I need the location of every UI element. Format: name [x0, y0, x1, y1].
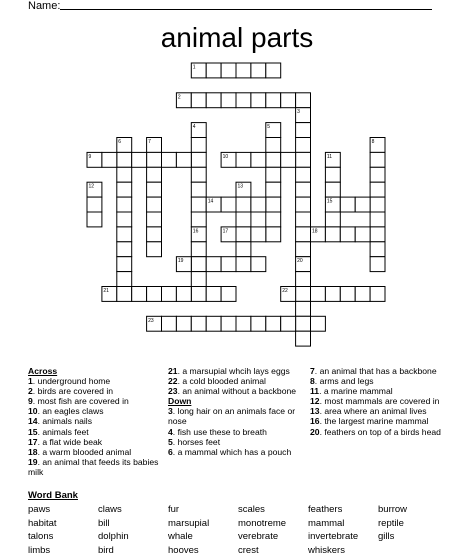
grid-cell[interactable]	[296, 331, 311, 346]
word-bank-word: gills	[378, 531, 448, 545]
clue-text: a marine mammal	[324, 386, 393, 396]
word-bank-word: verebrate	[238, 531, 308, 545]
word-bank-heading: Word Bank	[28, 490, 78, 501]
clue-column-2	[168, 366, 308, 457]
clue-item: 21. a marsupial whcih lays eggs	[168, 366, 308, 376]
grid-cell[interactable]	[266, 182, 281, 197]
grid-clue-number: 15	[327, 199, 333, 205]
word-bank-word: claws	[98, 504, 168, 518]
grid-cell[interactable]	[266, 227, 281, 242]
clue-text: animals nails	[42, 416, 92, 426]
grid-cell[interactable]	[296, 138, 311, 153]
grid-clue-number: 2	[178, 94, 181, 100]
grid-cell[interactable]	[325, 167, 340, 182]
grid-cell[interactable]	[117, 287, 132, 302]
clue-item: 15. animals feet	[28, 427, 168, 437]
clue-number: 2	[28, 386, 33, 396]
clue-text: most mammals are covered in	[324, 396, 439, 406]
word-bank-word: limbs	[28, 545, 98, 558]
clue-number: 11	[310, 386, 319, 396]
clue-item: 14. animals nails	[28, 416, 168, 426]
grid-cell[interactable]	[325, 287, 340, 302]
clue-number: 1	[28, 376, 33, 386]
clue-item: 5. horses feet	[168, 437, 308, 447]
grid-cell[interactable]	[236, 316, 251, 331]
grid-cell[interactable]	[221, 316, 236, 331]
grid-cell[interactable]	[296, 212, 311, 227]
grid-cell[interactable]	[147, 212, 162, 227]
grid-cell[interactable]	[296, 123, 311, 138]
clue-item: 18. a warm blooded animal	[28, 447, 168, 457]
word-bank-word: scales	[238, 504, 308, 518]
grid-cell[interactable]	[191, 257, 206, 272]
clue-heading: Across	[28, 366, 168, 376]
clue-number: 23	[168, 386, 178, 396]
grid-cell[interactable]	[266, 167, 281, 182]
grid-cell[interactable]	[340, 197, 355, 212]
grid-clue-number: 13	[238, 184, 244, 190]
clue-number: 20	[310, 427, 320, 437]
grid-cell[interactable]	[266, 93, 281, 108]
grid-cell[interactable]	[206, 93, 221, 108]
clue-number: 19	[28, 457, 38, 467]
grid-cell[interactable]	[325, 182, 340, 197]
grid-clue-number: 11	[327, 154, 332, 160]
grid-cell[interactable]	[325, 212, 340, 227]
grid-cell[interactable]	[266, 152, 281, 167]
grid-cell[interactable]	[221, 93, 236, 108]
word-bank-word: reptile	[378, 518, 448, 532]
grid-cell[interactable]	[117, 167, 132, 182]
clue-text: a cold blooded animal	[182, 376, 266, 386]
clue-number: 4	[168, 427, 173, 437]
clue-item: 4. fish use these to breath	[168, 427, 308, 437]
grid-cell[interactable]	[102, 152, 117, 167]
grid-cell[interactable]	[206, 316, 221, 331]
grid-cell[interactable]	[147, 242, 162, 257]
grid-clue-number: 16	[193, 228, 199, 234]
grid-cell[interactable]	[296, 272, 311, 287]
clue-text: an animal that feeds its babies milk	[28, 457, 158, 477]
grid-cell[interactable]	[162, 287, 177, 302]
grid-cell[interactable]	[296, 152, 311, 167]
word-bank-word: talons	[28, 531, 98, 545]
clue-text: a warm blooded animal	[42, 447, 131, 457]
grid-cell[interactable]	[191, 272, 206, 287]
grid-cell[interactable]	[176, 287, 191, 302]
grid-cell[interactable]	[206, 287, 221, 302]
clue-item: 2. birds are covered in	[28, 386, 168, 396]
grid-cell[interactable]	[266, 63, 281, 78]
grid-cell[interactable]	[147, 227, 162, 242]
clue-text: an eagles claws	[42, 406, 103, 416]
clue-text: arms and legs	[320, 376, 374, 386]
grid-cell[interactable]	[370, 197, 385, 212]
grid-cell[interactable]	[191, 167, 206, 182]
word-bank-word: fur	[168, 504, 238, 518]
grid-cell[interactable]	[266, 212, 281, 227]
grid-cell[interactable]	[191, 316, 206, 331]
page-title: animal parts	[0, 22, 474, 54]
word-bank-row	[28, 518, 448, 532]
word-bank-word: whale	[168, 531, 238, 545]
clue-text: area where an animal lives	[324, 406, 426, 416]
grid-cell[interactable]	[236, 197, 251, 212]
clue-number: 8	[310, 376, 315, 386]
clue-number: 10	[28, 406, 38, 416]
grid-cell[interactable]	[296, 227, 311, 242]
grid-cell[interactable]	[117, 257, 132, 272]
grid-cell[interactable]	[117, 242, 132, 257]
clue-item: 23. an animal without a backbone	[168, 386, 308, 396]
grid-cell[interactable]	[281, 316, 296, 331]
grid-cell[interactable]	[132, 287, 147, 302]
grid-cell[interactable]	[266, 316, 281, 331]
grid-cell[interactable]	[370, 287, 385, 302]
grid-cell[interactable]	[281, 152, 296, 167]
name-label: Name:	[28, 0, 60, 12]
grid-clue-number: 1	[193, 65, 196, 71]
clue-number: 3	[168, 406, 173, 416]
grid-cell[interactable]	[191, 242, 206, 257]
grid-cell[interactable]	[147, 167, 162, 182]
clue-text: fish use these to breath	[178, 427, 267, 437]
grid-cell[interactable]	[132, 152, 147, 167]
grid-cell[interactable]	[251, 63, 266, 78]
grid-cell[interactable]	[147, 287, 162, 302]
grid-cell[interactable]	[370, 227, 385, 242]
grid-cell[interactable]	[117, 212, 132, 227]
clue-text: a marsupial whcih lays eggs	[182, 366, 289, 376]
grid-clue-number: 7	[148, 139, 151, 145]
grid-cell[interactable]	[340, 287, 355, 302]
word-bank-word: crest	[238, 545, 308, 558]
word-bank-word: mammal	[308, 518, 378, 532]
grid-cell[interactable]	[117, 227, 132, 242]
grid-cell[interactable]	[191, 287, 206, 302]
clue-text: animals feet	[42, 427, 88, 437]
clue-number: 12	[310, 396, 320, 406]
grid-cell[interactable]	[251, 316, 266, 331]
grid-cell[interactable]	[251, 257, 266, 272]
clue-item: 7. an animal that has a backbone	[310, 366, 450, 376]
grid-cell[interactable]	[325, 227, 340, 242]
clue-number: 14	[28, 416, 38, 426]
grid-cell[interactable]	[221, 197, 236, 212]
clue-item: 13. area where an animal lives	[310, 406, 450, 416]
clue-text: an animal that has a backbone	[320, 366, 437, 376]
clue-number: 21	[168, 366, 178, 376]
clue-number: 16	[310, 416, 320, 426]
grid-cell[interactable]	[191, 93, 206, 108]
word-bank	[28, 504, 448, 558]
clue-number: 9	[28, 396, 33, 406]
grid-cell[interactable]	[281, 93, 296, 108]
grid-cell[interactable]	[147, 152, 162, 167]
grid-cell[interactable]	[340, 227, 355, 242]
grid-cell[interactable]	[266, 197, 281, 212]
grid-clue-number: 18	[312, 228, 318, 234]
clue-number: 7	[310, 366, 315, 376]
clue-text: birds are covered in	[38, 386, 113, 396]
grid-clue-number: 4	[193, 124, 196, 130]
grid-cell[interactable]	[296, 93, 311, 108]
grid-cell[interactable]	[117, 182, 132, 197]
grid-cell[interactable]	[370, 212, 385, 227]
clue-item: 8. arms and legs	[310, 376, 450, 386]
clue-text: a mammal which has a pouch	[178, 447, 292, 457]
grid-clue-number: 3	[297, 109, 300, 115]
grid-cell[interactable]	[117, 197, 132, 212]
grid-cell[interactable]	[370, 257, 385, 272]
grid-cell[interactable]	[117, 272, 132, 287]
word-bank-word: hooves	[168, 545, 238, 558]
word-bank-word: bill	[98, 518, 168, 532]
grid-cell[interactable]	[296, 197, 311, 212]
clue-text: feathers on top of a birds head	[324, 427, 441, 437]
word-bank-word: invertebrate	[308, 531, 378, 545]
grid-cell[interactable]	[355, 227, 370, 242]
grid-clue-number: 20	[297, 258, 303, 264]
clue-column-1	[28, 366, 168, 477]
word-bank-word: marsupial	[168, 518, 238, 532]
grid-cell[interactable]	[251, 227, 266, 242]
clue-item: 9. most fish are covered in	[28, 396, 168, 406]
word-bank-word: burrow	[378, 504, 448, 518]
grid-cell[interactable]	[236, 93, 251, 108]
grid-cell[interactable]	[251, 93, 266, 108]
grid-cell[interactable]	[370, 167, 385, 182]
clue-item: 11. a marine mammal	[310, 386, 450, 396]
word-bank-word: monotreme	[238, 518, 308, 532]
grid-cell[interactable]	[87, 212, 102, 227]
grid-cell[interactable]	[236, 212, 251, 227]
clue-item: 20. feathers on top of a birds head	[310, 427, 450, 437]
grid-clue-number: 23	[148, 318, 154, 324]
grid-cell[interactable]	[162, 152, 177, 167]
grid-cell[interactable]	[251, 197, 266, 212]
clue-item: 17. a flat wide beak	[28, 437, 168, 447]
word-bank-word: paws	[28, 504, 98, 518]
clue-item: 22. a cold blooded animal	[168, 376, 308, 386]
clue-item: 10. an eagles claws	[28, 406, 168, 416]
grid-cell[interactable]	[206, 63, 221, 78]
grid-cell[interactable]	[191, 152, 206, 167]
clue-item: 1. underground home	[28, 376, 168, 386]
grid-cell[interactable]	[147, 182, 162, 197]
word-bank-word: bird	[98, 545, 168, 558]
grid-cell[interactable]	[162, 316, 177, 331]
clue-number: 13	[310, 406, 320, 416]
grid-cell[interactable]	[176, 152, 191, 167]
grid-cell[interactable]	[311, 287, 326, 302]
clue-text: most fish are covered in	[38, 396, 129, 406]
clue-item: 3. long hair on an animals face or nose	[168, 406, 308, 426]
clue-text: an animal without a backbone	[182, 386, 296, 396]
grid-cell[interactable]	[355, 287, 370, 302]
grid-clue-number: 14	[208, 199, 214, 205]
grid-cell[interactable]	[236, 242, 251, 257]
grid-cell[interactable]	[191, 182, 206, 197]
grid-clue-number: 17	[223, 228, 229, 234]
grid-clue-number: 9	[89, 154, 92, 160]
word-bank-row	[28, 504, 448, 518]
grid-cell[interactable]	[117, 152, 132, 167]
clue-item: 6. a mammal which has a pouch	[168, 447, 308, 457]
clue-text: horses feet	[178, 437, 221, 447]
grid-cell[interactable]	[236, 227, 251, 242]
grid-clue-number: 21	[103, 288, 109, 294]
grid-cell[interactable]	[251, 152, 266, 167]
clue-item: 12. most mammals are covered in	[310, 396, 450, 406]
grid-cell[interactable]	[191, 212, 206, 227]
grid-cell[interactable]	[236, 63, 251, 78]
word-bank-row	[28, 531, 448, 545]
grid-cell[interactable]	[87, 197, 102, 212]
clue-number: 15	[28, 427, 38, 437]
grid-cell[interactable]	[296, 182, 311, 197]
clue-number: 6	[168, 447, 173, 457]
grid-cell[interactable]	[221, 287, 236, 302]
grid-clue-number: 6	[118, 139, 121, 145]
clue-text: the largest marine mammal	[324, 416, 428, 426]
grid-cell[interactable]	[221, 257, 236, 272]
grid-clue-number: 5	[267, 124, 270, 130]
grid-cell[interactable]	[191, 138, 206, 153]
clue-text: long hair on an animals face or nose	[168, 406, 295, 426]
grid-cell[interactable]	[266, 138, 281, 153]
clue-item: 16. the largest marine mammal	[310, 416, 450, 426]
clue-item: 19. an animal that feeds its babies milk	[28, 457, 168, 477]
grid-cell[interactable]	[221, 63, 236, 78]
grid-cell[interactable]	[236, 152, 251, 167]
word-bank-word: feathers	[308, 504, 378, 518]
grid-clue-number: 8	[372, 139, 375, 145]
word-bank-word: dolphin	[98, 531, 168, 545]
word-bank-row	[28, 545, 448, 558]
clue-number: 5	[168, 437, 173, 447]
grid-clue-number: 19	[178, 258, 184, 264]
grid-cell[interactable]	[370, 242, 385, 257]
grid-cell[interactable]	[147, 197, 162, 212]
grid-cell[interactable]	[296, 242, 311, 257]
grid-cell[interactable]	[370, 182, 385, 197]
word-bank-word: habitat	[28, 518, 98, 532]
grid-cell[interactable]	[355, 197, 370, 212]
grid-clue-number: 22	[282, 288, 288, 294]
grid-cell[interactable]	[176, 316, 191, 331]
grid-clue-number: 10	[223, 154, 229, 160]
grid-cell[interactable]	[296, 316, 311, 331]
grid-cell[interactable]	[296, 287, 311, 302]
grid-cell[interactable]	[311, 316, 326, 331]
grid-clue-number: 12	[89, 184, 95, 190]
clue-column-3	[310, 366, 450, 437]
clue-number: 22	[168, 376, 178, 386]
grid-cell[interactable]	[370, 152, 385, 167]
grid-cell[interactable]	[206, 257, 221, 272]
clue-text: underground home	[38, 376, 111, 386]
grid-cell[interactable]	[236, 257, 251, 272]
clue-number: 18	[28, 447, 38, 457]
clue-text: a flat wide beak	[42, 437, 102, 447]
grid-cell[interactable]	[296, 301, 311, 316]
grid-cell[interactable]	[296, 167, 311, 182]
word-bank-word: whiskers	[308, 545, 378, 558]
clue-number: 17	[28, 437, 38, 447]
grid-cell[interactable]	[191, 197, 206, 212]
clue-heading: Down	[168, 396, 308, 406]
